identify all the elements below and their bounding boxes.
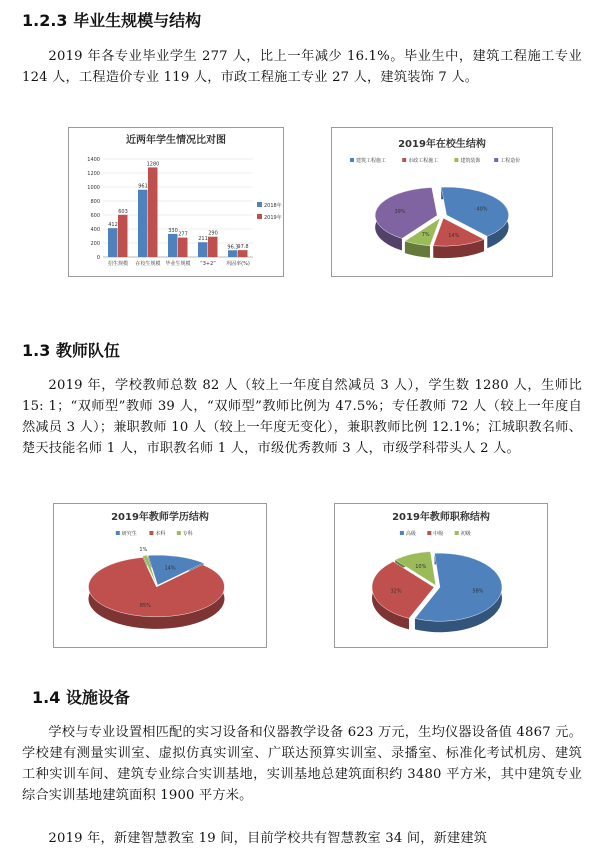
legend-swatch [455,531,459,535]
x-tick-label: 在校生规模 [135,261,161,267]
y-tick-label: 400 [90,227,100,233]
y-tick-label: 1200 [87,171,100,177]
y-tick-label: 1400 [87,157,100,163]
teachers-paragraph: 2019 年，学校教师总数 82 人（较上一年度自然减员 3 人），学生数 1280 人，生师比 15: 1；“双师型”教师 39 人，“双师型”教师比例为 47.5%；专任教师 72 人（较上一年度自然减员 3 人）；兼职教师 10 人（较上一年度无变化），兼职教师比例 12.1%；江城职教名师、楚天技能名师 1 人，市职教名师 1 人，市级优秀教师 3 人，市级学科带头人 2 人。 [22,378,582,456]
data-label: 961 [138,183,148,190]
legend-swatch [400,531,404,535]
teacher-title-pie-chart [334,503,548,648]
legend-swatch [402,158,406,162]
facilities-paragraph-1: 学校与专业设置相匹配的实习设备和仪器教学设备 623 万元，生均仪器设备值 4867 元。学校建有测量实训室、虚拟仿真实训室、广联达预算实训室、录播室、标准化考试机房、建筑工种实训车间、建筑专业综合实训基地，实训基地总建筑面积约 3480 平方米，其中建筑专业综合实训基地建筑面积 1900 平方米。 [22,725,582,803]
legend-swatch [454,158,458,162]
legend-label: 中级 [433,531,444,537]
legend-label: 工程造价 [500,158,521,164]
legend-label: 市政工程施工 [408,158,439,164]
pie-data-label: 7% [421,232,430,239]
legend-label: 初级 [460,531,471,537]
bar [118,215,128,257]
chart-title: 2019年教师学历结构 [111,512,209,523]
legend-swatch [116,531,120,535]
pie-data-label: 39% [394,208,406,215]
legend-label: 2018年 [264,203,282,209]
x-tick-label: 毕业生规模 [165,261,191,267]
section-heading-graduates: 1.2.3 毕业生规模与结构 [22,11,202,30]
legend-label: 本科 [155,531,166,537]
legend-swatch [257,202,262,207]
y-tick-label: 1000 [87,185,100,191]
bar [168,234,178,257]
bar-chart-svg [69,128,283,276]
data-label: 1280 [146,161,160,168]
pie-data-label: 10% [415,564,427,571]
data-label: 277 [178,231,188,238]
pie-data-label: 14% [164,565,176,572]
bar [238,250,248,257]
section-heading-facilities: 1.4 设施设备 [32,688,130,707]
pie-data-label: 40% [476,206,488,213]
pie-data-label: 1% [139,547,148,554]
chart-title: 2019年教师职称结构 [392,512,490,523]
legend-label: 研究生 [121,531,137,537]
x-tick-label: 巩固率(%) [226,261,250,267]
x-tick-label: “3+2” [200,261,216,267]
legend-swatch [427,531,431,535]
legend-label: 2019年 [264,215,282,221]
teacher-education-pie-chart [53,503,267,648]
y-tick-label: 0 [96,255,100,261]
legend-label: 专科 [182,531,193,537]
bar [178,238,188,257]
pie-data-label: 14% [448,232,460,239]
data-label: 330 [168,227,178,234]
data-label: 290 [208,230,218,237]
legend-swatch [149,531,153,535]
x-tick-label: 招生规模 [107,261,129,267]
legend-swatch [494,158,498,162]
data-label: 96.3 [227,244,239,251]
data-label: 412 [108,222,118,229]
bar [138,190,148,257]
y-tick-label: 800 [90,199,100,205]
bar [198,242,208,257]
bar [148,167,158,257]
pie-data-label: 85% [139,602,151,609]
graduates-paragraph: 2019 年各专业毕业学生 277 人，比上一年减少 16.1%。毕业生中，建筑工程施工专业 124 人，工程造价专业 119 人，市政工程施工专业 27 人，建筑装饰 7 人。 [22,49,582,85]
pie-chart-svg [332,128,552,276]
legend-swatch [350,158,354,162]
student-comparison-bar-chart [68,127,284,277]
y-tick-label: 200 [90,241,100,247]
pie-chart-svg [54,504,266,647]
chart-title: 近两年学生情况比对图 [126,135,226,146]
bar [228,250,238,257]
data-label: 211 [198,236,208,243]
legend-label: 建筑工程施工 [356,158,387,164]
bar [108,228,118,257]
pie-data-label: 58% [472,588,484,595]
pie-data-label: 32% [390,588,402,595]
data-label: 603 [118,208,128,215]
y-tick-label: 600 [90,213,100,219]
legend-label: 高级 [405,531,416,537]
legend-swatch [177,531,181,535]
data-label: 97.8 [237,244,249,251]
facilities-paragraph-2: 2019 年，新建智慧教室 19 间，目前学校共有智慧教室 34 间，新建建筑 [48,831,488,846]
bar [208,237,218,257]
legend-swatch [257,214,262,219]
pie-chart-svg [335,504,547,647]
legend-label: 建筑装饰 [460,158,481,164]
section-heading-teachers: 1.3 教师队伍 [22,341,120,360]
student-structure-pie-chart [331,127,553,277]
chart-title: 2019年在校生结构 [398,139,486,150]
